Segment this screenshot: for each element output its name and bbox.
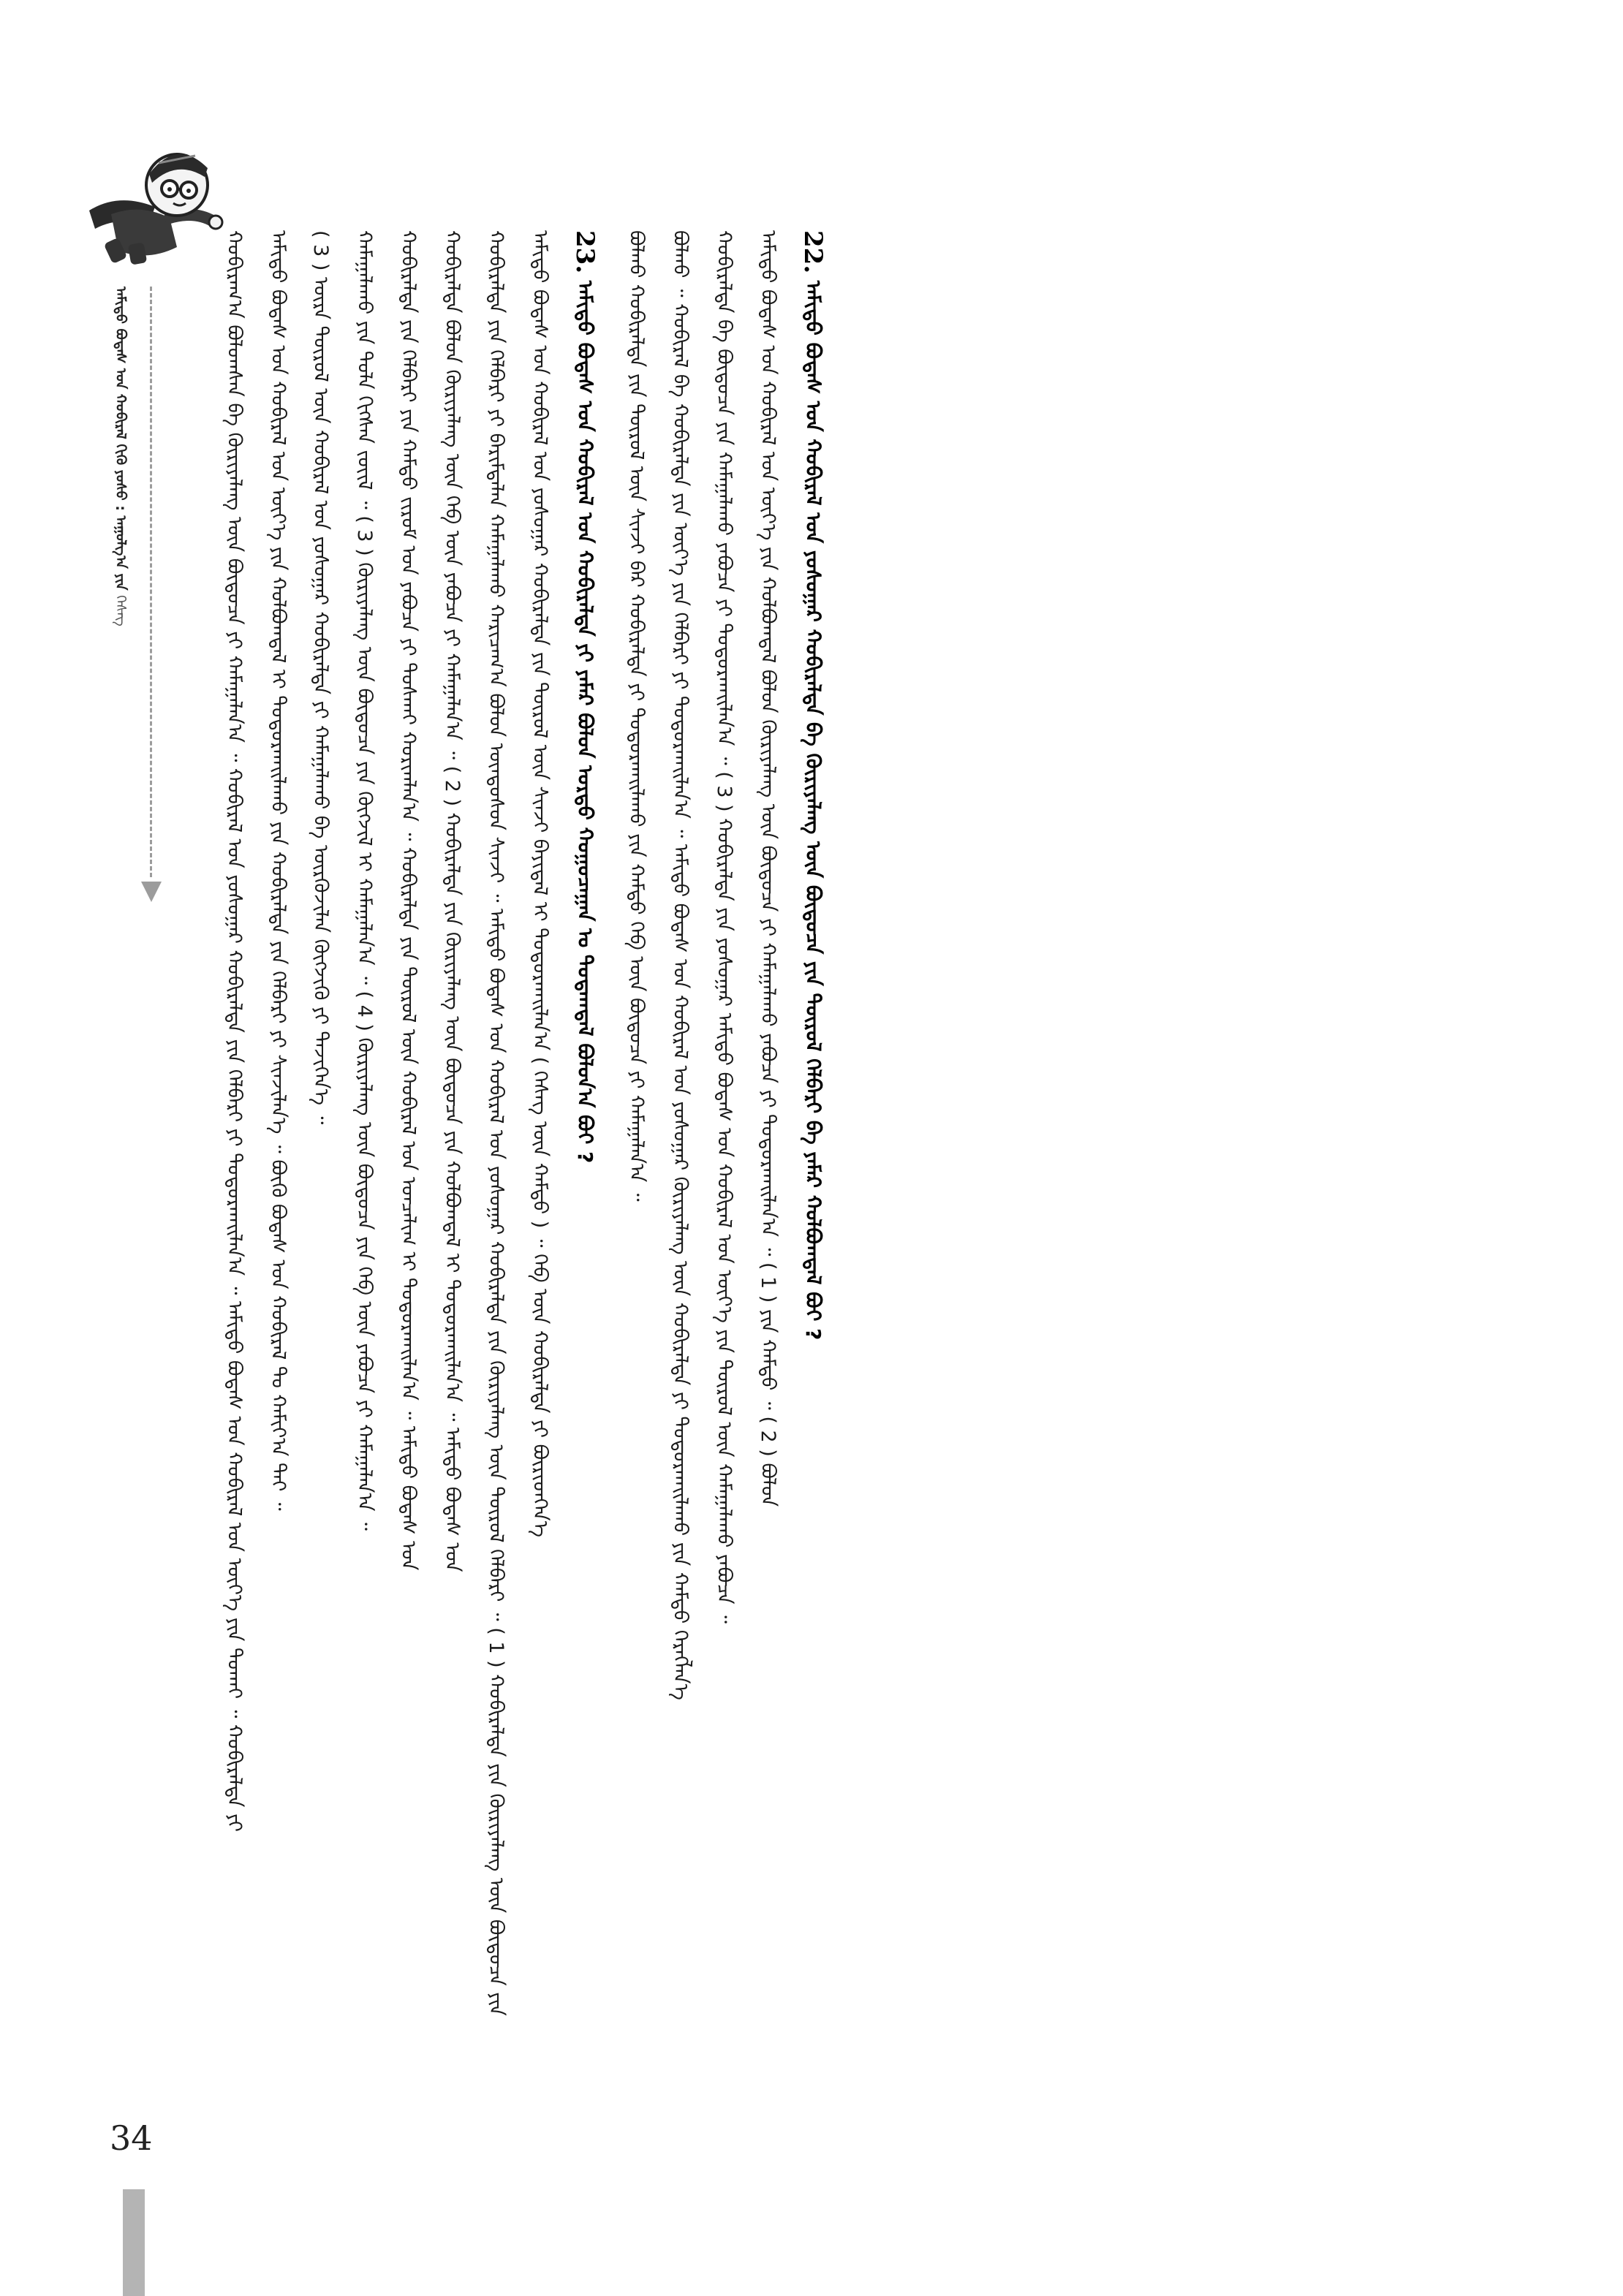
column-text: ᠠᠮᠢᠳᠤ ᠪᠣᠳᠠᠰ ᠤᠨ ᠬᠤᠪᠢᠷᠠᠯ ᠤᠨ ᠬᠤᠪᠢᠷᠠᠯᠲᠠ ᠶᠢ ᠶᠠᠮᠠᠷ ᠪᠣᠯᠤᠨ ᠤᠷᠲᠤ ᠬᠤᠭᠤᠴᠠᠭᠠᠨ ᠤ ᠳᠤᠲᠠᠭᠳᠠᠯ ᠪᠣᠯᠤᠨ᠎ᠠ ᠪᠤᠢ ? [573,280,597,1164]
column-text: ᠪᠣᠯᠬᠤ ᠬᠤᠪᠢᠷᠠᠯᠲᠠ ᠶᠢᠨ ᠲᠥᠷᠦᠯ ᠦᠨ ᠰᠢᠨᠵᠢ ᠪᠠᠷ ᠬᠤᠪᠢᠷᠠᠯᠲᠠ ᠶᠢ ᠲᠣᠳᠤᠷᠬᠠᠢᠯᠠᠬᠤ ᠶᠢᠨ ᠬᠠᠮᠲᠤ ᠬᠡᠪ ᠦᠨ ᠪᠦᠲᠦᠴᠡ ᠶᠢ ᠬᠠᠮᠠᠭᠠᠯᠠᠨ᠎ᠠ ᠃ [625,230,648,1202]
column-text: ᠪᠣᠯᠬᠤ ᠃ ᠬᠤᠪᠢᠷᠠᠯ ᠪᠠ ᠬᠤᠪᠢᠷᠠᠯᠲᠠ ᠶᠢᠨ ᠦᠶ᠎ᠡ ᠶᠢᠨ ᠬᠡᠯᠪᠡᠷᠢ ᠶᠢ ᠲᠣᠳᠤᠷᠬᠠᠢᠯᠠᠨ᠎ᠠ ᠃ ᠠᠮᠢᠳᠤ ᠪᠣᠳᠠᠰ ᠤᠨ ᠬᠤᠪᠢᠷᠠᠯ ᠤᠨ ᠶᠣᠰᠣᠭᠠᠷ ᠬᠦᠷᠢᠶᠡᠯᠡᠩ ᠦᠨ ᠬᠤᠪᠢᠷᠠᠯᠲᠠ ᠶᠢ ᠲᠣᠳᠤᠷᠬᠠᠢᠯᠠᠬᠤ ᠶᠢᠨ ᠬᠠᠮᠲᠤ ᠬᠡᠷᠡᠭᠯᠡᠨ᠎ᠡ [669,230,692,1700]
text-column [263,230,292,2102]
text-column [306,230,335,2102]
text-column [219,230,249,2102]
text-column [525,230,554,2102]
column-text: ᠠᠮᠢᠳᠤ ᠪᠣᠳᠠᠰ ᠤᠨ ᠬᠤᠪᠢᠷᠠᠯ ᠤᠨ ᠦᠶ᠎ᠡ ᠶᠢᠨ ᠬᠣᠯᠪᠣᠭᠳᠠᠯ ᠢ ᠲᠣᠳᠤᠷᠬᠠᠢᠯᠠᠬᠤ ᠶᠢᠨ ᠬᠤᠪᠢᠷᠠᠯᠲᠠ ᠶᠢᠨ ᠬᠡᠯᠪᠡᠷᠢ ᠶᠢ ᠰᠢᠨᠵᠢᠯᠡᠨ᠎ᠡ ᠃ ᠪᠦᠬᠦ ᠪᠣᠳᠠᠰ ᠤᠨ ᠬᠤᠪᠢᠷᠠᠯ ᠲᠤ ᠬᠠᠮᠢᠶ᠎ᠠ ᠲᠠᠢ ᠃ [267,230,290,1511]
running-head-section: ᠬᠡᠰᠡᠭ [113,595,129,626]
column-text: ᠬᠤᠪᠢᠷᠠᠯᠲᠠ ᠪᠣᠯᠤᠨ ᠬᠦᠷᠢᠶᠡᠯᠡᠩ ᠦᠨ ᠬᠡᠪ ᠦᠨ ᠶᠠᠪᠤᠴᠠ ᠶᠢ ᠬᠠᠮᠠᠭᠠᠯᠠᠨ᠎ᠠ ᠃ ( 2 ) ᠬᠤᠪᠢᠷᠠᠯᠲᠠ ᠶᠢᠨ ᠬᠦᠷᠢᠶᠡᠯᠡᠩ ᠦᠨ ᠪᠦᠲᠦᠴᠡ ᠶᠢᠨ ᠬᠣᠯᠪᠣᠭᠳᠠᠯ ᠢ ᠲᠣᠳᠤᠷᠬᠠᠢᠯᠠᠨ᠎ᠠ ᠃ ᠠᠮᠢᠳᠤ ᠪᠣᠳᠠᠰ ᠤᠨ [441,230,464,1572]
mascot-illustration [67,123,235,269]
column-text: ᠬᠤᠪᠢᠷᠠᠭ᠎ᠠ ᠪᠣᠯᠤᠭᠰᠠᠨ ᠪᠠ ᠬᠦᠷᠢᠶᠡᠯᠡᠩ ᠦᠨ ᠪᠦᠲᠦᠴᠡ ᠶᠢ ᠬᠠᠮᠠᠭᠠᠯᠠᠨ᠎ᠠ ᠃ ᠬᠤᠪᠢᠷᠠᠯ ᠤᠨ ᠶᠣᠰᠣᠭᠠᠷ ᠬᠤᠪᠢᠷᠠᠯᠲᠠ ᠶᠢᠨ ᠬᠡᠯᠪᠡᠷᠢ ᠶᠢ ᠲᠤᠳᠤᠷᠬᠠᠢᠯᠠᠨ᠎ᠠ ᠃ ᠠᠮᠢᠳᠤ ᠪᠣᠳᠠᠰ ᠤᠨ ᠬᠤᠪᠢᠷᠠᠯ ᠤᠨ ᠦᠶ᠎ᠡ ᠶᠢᠨ ᠲᠤᠬᠠᠢ ᠃ ᠬᠤᠪᠢᠷᠠᠯᠲᠠ ᠶᠢ [223,230,246,1832]
text-column [753,230,782,2102]
column-text: ᠬᠤᠪᠢᠷᠠᠯᠲᠠ ᠶᠢᠨ ᠬᠡᠯᠪᠡᠷᠢ ᠶᠢ ᠪᠠᠷᠢᠮᠲᠠᠯᠠᠨ ᠬᠠᠮᠠᠭᠠᠯᠠᠬᠤ ᠬᠠᠷᠢᠴᠠᠭ᠎ᠠ ᠪᠣᠯᠤᠨ ᠦᠨᠳᠦᠰᠦᠨ ᠰᠢᠨᠵᠢ ᠃ ᠠᠮᠢᠳᠤ ᠪᠣᠳᠠᠰ ᠤᠨ ᠬᠤᠪᠢᠷᠠᠯ ᠤᠨ ᠶᠣᠰᠣᠭᠠᠷ ᠬᠤᠪᠢᠷᠠᠯᠲᠠ ᠶᠢᠨ ᠬᠦᠷᠢᠶᠡᠯᠡᠩ ᠦᠨ ᠲᠥᠷᠦᠯ ᠬᠡᠯᠪᠡᠷᠢ ᠃ ( 1 ) ᠬᠤᠪᠢᠷᠠᠯᠲᠠ ᠶᠢᠨ ᠬᠦᠷᠢᠶᠡᠯᠡᠩ ᠦᠨ ᠪᠦᠲᠦᠴᠡ ᠶᠢᠨ [485,230,507,2016]
text-column [621,230,651,2102]
column-text: ( 3 ) ᠦᠷᠡ ᠲᠥᠷᠦᠯ ᠦᠨ ᠬᠤᠪᠢᠷᠠᠯ ᠤᠨ ᠶᠣᠰᠣᠭᠠᠷ ᠬᠤᠪᠢᠷᠠᠯᠲᠠ ᠶᠢ ᠬᠠᠮᠠᠭᠠᠯᠠᠬᠤ ᠪᠠ ᠦᠷᠭᠦᠵᠢᠯᠡᠨ ᠬᠥᠭᠵᠢᠬᠦ ᠶᠢ ᠲᠡᠵᠢᠭᠡᠨ᠎ᠡ ᠃ [309,230,332,1125]
text-column [709,230,738,2102]
running-head-title: ᠠᠮᠢᠳᠤ ᠪᠣᠳᠠᠰ ᠤᠨ ᠬᠤᠪᠢᠷᠠᠯ ᠬᠢᠬᠦ ᠶᠣᠰᠣ : ᠠᠭᠤᠯᠭ᠎ᠠ ᠶᠢᠨ [113,287,129,591]
question-number: 23. [570,230,599,274]
page-edge-bar [123,2189,145,2296]
column-text: ᠠᠮᠢᠳᠤ ᠪᠣᠳᠠᠰ ᠤᠨ ᠬᠤᠪᠢᠷᠠᠯ ᠤᠨ ᠦᠶ᠎ᠡ ᠶᠢᠨ ᠬᠣᠯᠪᠣᠭᠳᠠᠯ ᠪᠣᠯᠤᠨ ᠬᠦᠷᠢᠶᠡᠯᠡᠩ ᠦᠨ ᠪᠦᠲᠦᠴᠡ ᠶᠢ ᠬᠠᠮᠠᠭᠠᠯᠠᠬᠤ ᠶᠠᠪᠤᠴᠠ ᠶᠢ ᠲᠣᠳᠤᠷᠬᠠᠢᠯᠠᠨ᠎ᠠ ᠃ ( 1 ) ᠶᠢᠨ ᠬᠠᠮᠲᠤ ᠃ ( 2 ) ᠪᠣᠯᠤᠨ [757,230,779,1507]
column-text: ᠬᠤᠪᠢᠷᠠᠯᠲᠠ ᠶᠢᠨ ᠬᠡᠯᠪᠡᠷᠢ ᠶᠢᠨ ᠬᠠᠮᠲᠤ ᠵᠢᠷᠤᠮ ᠤᠨ ᠶᠠᠪᠤᠴᠠ ᠶᠢ ᠲᠤᠰᠬᠠᠢ ᠬᠣᠷᠢᠭᠯᠠᠨ᠎ᠠ ᠃ ᠬᠤᠪᠢᠷᠠᠯᠲᠠ ᠶᠢᠨ ᠲᠥᠷᠦᠯ ᠦᠨ ᠬᠤᠪᠢᠷᠠᠯ ᠤᠨ ᠣᠨᠴᠠᠯᠢᠭ ᠢ ᠲᠣᠳᠤᠷᠬᠠᠢᠯᠠᠨ᠎ᠠ ᠃ ᠠᠮᠢᠳᠤ ᠪᠣᠳᠠᠰ ᠤᠨ [397,230,420,1571]
question-number: 22. [798,230,828,274]
column-text: ᠬᠠᠮᠠᠭᠠᠯᠠᠬᠤ ᠶᠢᠨ ᠲᠤᠯᠠ ᠬᠢᠭᠰᠡᠨ ᠵᠦᠢᠯ ᠃ ( 3 ) ᠬᠦᠷᠢᠶᠡᠯᠡᠩ ᠦᠨ ᠪᠦᠲᠦᠴᠡ ᠶᠢᠨ ᠬᠥᠭᠵᠢᠯ ᠢ ᠬᠠᠮᠠᠭᠠᠯᠠᠨ᠎ᠠ ᠃ ( 4 ) ᠬᠦᠷᠢᠶᠡᠯᠡᠩ ᠦᠨ ᠪᠦᠲᠦᠴᠡ ᠶᠢᠨ ᠬᠡᠪ ᠦᠨ ᠶᠠᠪᠤᠴᠠ ᠶᠢ ᠬᠠᠮᠠᠭᠠᠯᠠᠨ᠎ᠠ ᠃ [353,230,376,1531]
text-column [349,230,379,2102]
arrow-down-icon [141,882,162,902]
header-dashed-rule [150,287,152,877]
text-column [437,230,466,2102]
text-column [481,230,510,2102]
column-text: ᠠᠮᠢᠳᠤ ᠪᠣᠳᠠᠰ ᠤᠨ ᠬᠤᠪᠢᠷᠠᠯ ᠤᠨ ᠶᠣᠰᠣᠭᠠᠷ ᠬᠤᠪᠢᠷᠠᠯᠲᠠ ᠶᠢᠨ ᠲᠥᠷᠦᠯ ᠦᠨ ᠰᠢᠨᠵᠢ ᠪᠠᠶᠢᠳᠠᠯ ᠢ ᠲᠣᠳᠤᠷᠬᠠᠢᠯᠠᠨ᠎ᠠ ( ᠬᠡᠰᠡᠭ ᠦᠨ ᠬᠠᠮᠲᠤ ) ᠃ ᠬᠡᠪ ᠦᠨ ᠬᠤᠪᠢᠷᠠᠯᠲᠠ ᠶᠢ ᠪᠦᠷᠢᠳᠬᠡᠨ᠎ᠡ [529,230,551,1537]
question-line [570,230,599,2102]
column-text: ᠬᠤᠪᠢᠷᠠᠯᠲᠠ ᠪᠠ ᠪᠦᠲᠦᠴᠡ ᠶᠢᠨ ᠬᠠᠮᠠᠭᠠᠯᠠᠬᠤ ᠶᠠᠪᠤᠴᠠ ᠶᠢ ᠲᠣᠳᠤᠷᠬᠠᠢᠯᠠᠨ᠎ᠠ ᠃ ( 3 ) ᠬᠤᠪᠢᠷᠠᠯᠲᠠ ᠶᠢᠨ ᠶᠣᠰᠣᠭᠠᠷ ᠠᠮᠢᠳᠤ ᠪᠣᠳᠠᠰ ᠤᠨ ᠬᠤᠪᠢᠷᠠᠯ ᠤᠨ ᠦᠶ᠎ᠡ ᠶᠢᠨ ᠲᠥᠷᠦᠯ ᠦᠨ ᠬᠠᠮᠠᠭᠠᠯᠠᠬᠤ ᠶᠠᠪᠤᠴᠠ ᠃ [713,230,735,1624]
question-line [798,230,828,2102]
text-column [665,230,695,2102]
page-number: 34 [110,2118,153,2158]
text-column [393,230,423,2102]
column-text: ᠠᠮᠢᠳᠤ ᠪᠣᠳᠠᠰ ᠤᠨ ᠬᠤᠪᠢᠷᠠᠯ ᠤᠨ ᠶᠣᠰᠣᠭᠠᠷ ᠬᠤᠪᠢᠷᠠᠯᠲᠠ ᠪᠠ ᠬᠦᠷᠢᠶᠡᠯᠡᠩ ᠦᠨ ᠪᠦᠲᠦᠴᠡ ᠶᠢᠨ ᠲᠥᠷᠦᠯ ᠬᠡᠯᠪᠡᠷᠢ ᠪᠠ ᠶᠠᠮᠠᠷ ᠬᠣᠯᠪᠣᠭᠳᠠᠯ ᠪᠤᠢ ? [801,280,825,1341]
running-head [108,287,133,626]
